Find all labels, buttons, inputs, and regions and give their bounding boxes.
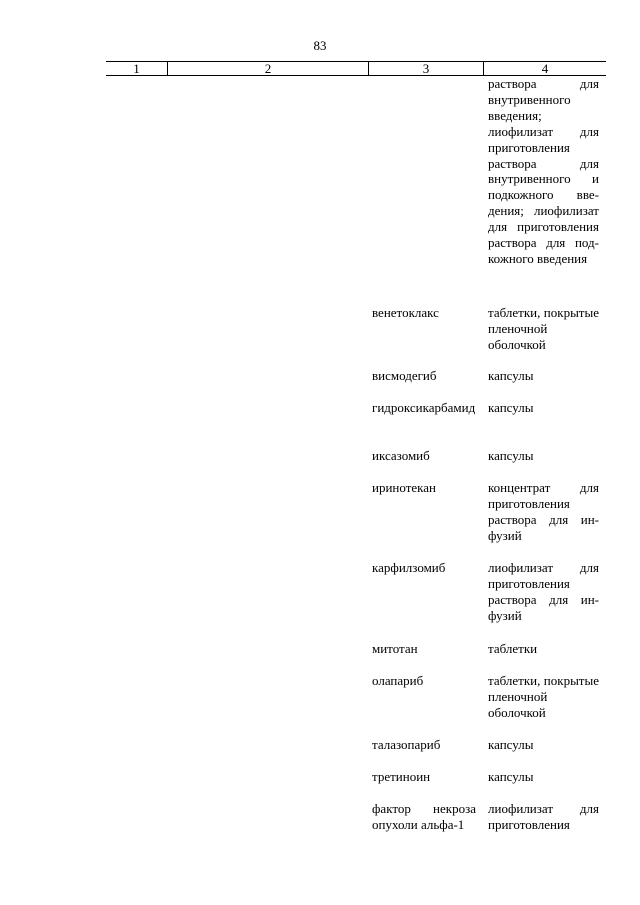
row-5-drug-name: иксазомиб: [372, 448, 430, 463]
row-12-dosage-form: лиофилизат для приготовления: [488, 801, 599, 832]
row-7-dosage-form: лиофилизат для приготовления раствора для инфузий: [488, 560, 599, 623]
row-8-dosage-form: таблетки: [488, 641, 538, 656]
column-header-4: 4: [483, 62, 606, 75]
row-4-dosage-form: капсулы: [488, 400, 534, 415]
row-9-drug-name: олапариб: [372, 673, 424, 688]
column-header-3: 3: [368, 62, 483, 75]
row-10-dosage-form: капсулы: [488, 737, 534, 752]
row-4-drug-name: гидроксикарбамид: [372, 400, 476, 415]
row-1-dosage-form: раствора для внутривенного введения; лиофилизат для приготовления раствора для внутривенного и подкожного введения; лиофилизат для приготовления раствора для подкожного введения: [488, 76, 599, 266]
row-6-drug-name: иринотекан: [372, 480, 436, 495]
row-11-drug-name: третиноин: [372, 769, 431, 784]
row-10-drug-name: талазопариб: [372, 737, 441, 752]
row-2-dosage-form: таблетки, покрытые пленочной оболочкой: [488, 305, 599, 352]
row-11-dosage-form: капсулы: [488, 769, 534, 784]
row-8-drug-name: митотан: [372, 641, 418, 656]
row-12-drug-name: фактор некроза опухоли альфа-1: [372, 801, 476, 832]
row-3-dosage-form: капсулы: [488, 368, 534, 383]
column-header-2: 2: [167, 62, 368, 75]
column-header-1: 1: [133, 61, 140, 76]
row-5-dosage-form: капсулы: [488, 448, 534, 463]
page-number: 83: [313, 38, 327, 53]
row-9-dosage-form: таблетки, покрытые пленочной оболочкой: [488, 673, 599, 720]
row-2-drug-name: венетоклакс: [372, 305, 439, 320]
row-3-drug-name: висмодегиб: [372, 368, 437, 383]
row-7-drug-name: карфилзомиб: [372, 560, 446, 575]
row-6-dosage-form: концентрат для приготовления раствора для инфузий: [488, 480, 599, 543]
